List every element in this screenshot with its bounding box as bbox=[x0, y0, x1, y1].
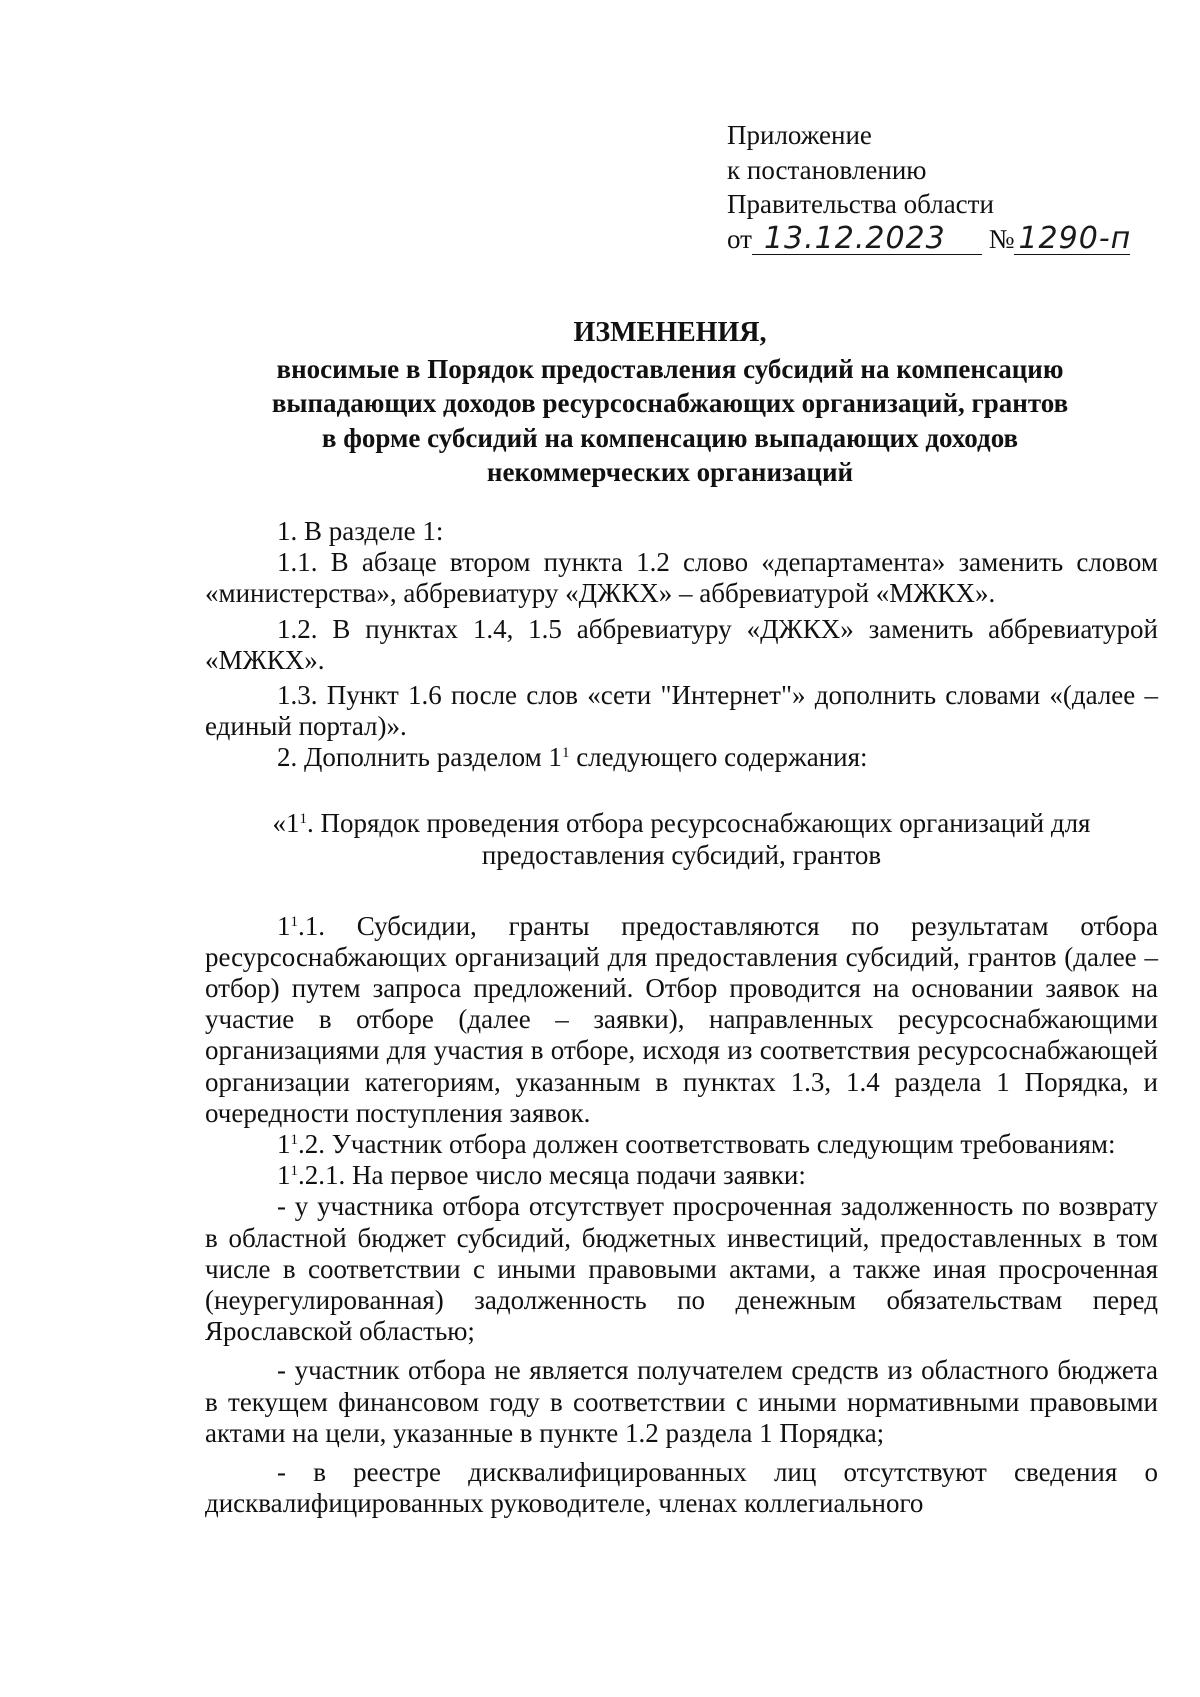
superscript: 1 bbox=[290, 913, 298, 930]
paragraph-2 bbox=[205, 742, 1158, 773]
clause-number: 1 bbox=[277, 1160, 291, 1191]
heading-title: ИЗМЕНЕНИЯ, bbox=[573, 317, 767, 348]
heading-line-1: вносимые в Порядок предоставления субсидий на компенсацию bbox=[276, 353, 1064, 384]
paragraph-1-3: 1.3. Пункт 1.6 после слов «сети "Интернет"» дополнить словами «(далее – единый портал)». bbox=[205, 680, 1158, 742]
number-prefix: № bbox=[988, 223, 1015, 254]
appendix-line-3: Правительства области bbox=[727, 189, 994, 219]
superscript: 1 bbox=[290, 1132, 298, 1149]
appendix-line-2: к постановлению bbox=[727, 154, 927, 185]
handwritten-number: 1290-п bbox=[1014, 224, 1130, 255]
clause-text: .1. Субсидии, гранты предоставляются по результатам отбора ресурсоснабжающих организаций для предоставления субсидий, грантов (далее – отбор) путем запроса предложений. Отбор проводится на основании заявок на участие в отборе (далее – заявки), направленных ресурсоснабжающими организациями для участия в отборе, исходя из соответствия ресурсоснабжающей организации категориям, указанным в пунктах 1.3, 1.4 раздела 1 Порядка, и очередности поступления заявок. bbox=[205, 910, 1158, 1128]
bullet-1: - у участника отбора отсутствует просроченная задолженность по возврату в областной бюджет субсидий, бюджетных инвестиций, предоставленных в том числе в соответствии с иными правовыми актами, а также иная просроченная (неурегулированная) задолженность по денежным обязательствам перед Ярославской областью; bbox=[205, 1191, 1158, 1347]
clause-number: 1 bbox=[277, 910, 291, 941]
paragraph-2-text: 2. Дополнить разделом 1 bbox=[277, 742, 562, 773]
clause-text: .2. Участник отбора должен соответствовать следующим требованиям: bbox=[298, 1129, 1116, 1160]
section-title bbox=[205, 807, 1158, 871]
paragraph-1-1: 1.1. В абзаце втором пункта 1.2 слово «департамента» заменить словом «министерства», аббревиатуру «ДЖКХ» – аббревиатурой «МЖКХ». bbox=[205, 547, 1158, 609]
appendix-date-line bbox=[727, 222, 1167, 257]
section-title-text-2: предоставления субсидий, грантов bbox=[481, 839, 882, 870]
clause-text: .2.1. На первое число месяца подачи заявки: bbox=[298, 1160, 806, 1191]
document-heading bbox=[205, 316, 1135, 490]
clause-number: 1 bbox=[277, 1129, 291, 1160]
clause-1-1 bbox=[205, 911, 1158, 1129]
clause-1-2-1 bbox=[205, 1160, 1158, 1191]
superscript: 1 bbox=[299, 810, 308, 827]
paragraph-2-text-end: следующего содержания: bbox=[569, 742, 868, 773]
heading-line-2: выпадающих доходов ресурсоснабжающих организаций, грантов bbox=[271, 388, 1069, 418]
bullet-2: - участник отбора не является получателем средств из областного бюджета в текущем финансовом году в соответствии с иными нормативными правовыми актами на цели, указанные в пункте 1.2 раздела 1 Порядка; bbox=[205, 1355, 1158, 1448]
superscript: 1 bbox=[561, 745, 570, 762]
superscript: 1 bbox=[290, 1163, 298, 1180]
date-prefix: от bbox=[727, 223, 752, 254]
heading-line-3: в форме субсидий на компенсацию выпадающих доходов bbox=[321, 422, 1019, 453]
appendix-block bbox=[727, 118, 1167, 256]
paragraph-1-2: 1.2. В пунктах 1.4, 1.5 аббревиатуру «ДЖКХ» заменить аббревиатурой «МЖКХ». bbox=[205, 613, 1158, 675]
heading-line-4: некоммерческих организаций bbox=[486, 457, 854, 487]
section-title-text: . Порядок проведения отбора ресурсоснабжающих организаций для bbox=[307, 807, 1091, 838]
appendix-line-1: Приложение bbox=[727, 120, 872, 150]
paragraph-1: 1. В разделе 1: bbox=[277, 516, 444, 546]
handwritten-date: 13.12.2023 bbox=[752, 224, 982, 255]
bullet-3: - в реестре дисквалифицированных лиц отсутствуют сведения о дисквалифицированных руководителе, членах коллегиального bbox=[205, 1457, 1158, 1519]
document-body bbox=[205, 516, 1158, 1519]
clause-1-2 bbox=[205, 1129, 1158, 1160]
section-title-number: «1 bbox=[272, 807, 300, 838]
